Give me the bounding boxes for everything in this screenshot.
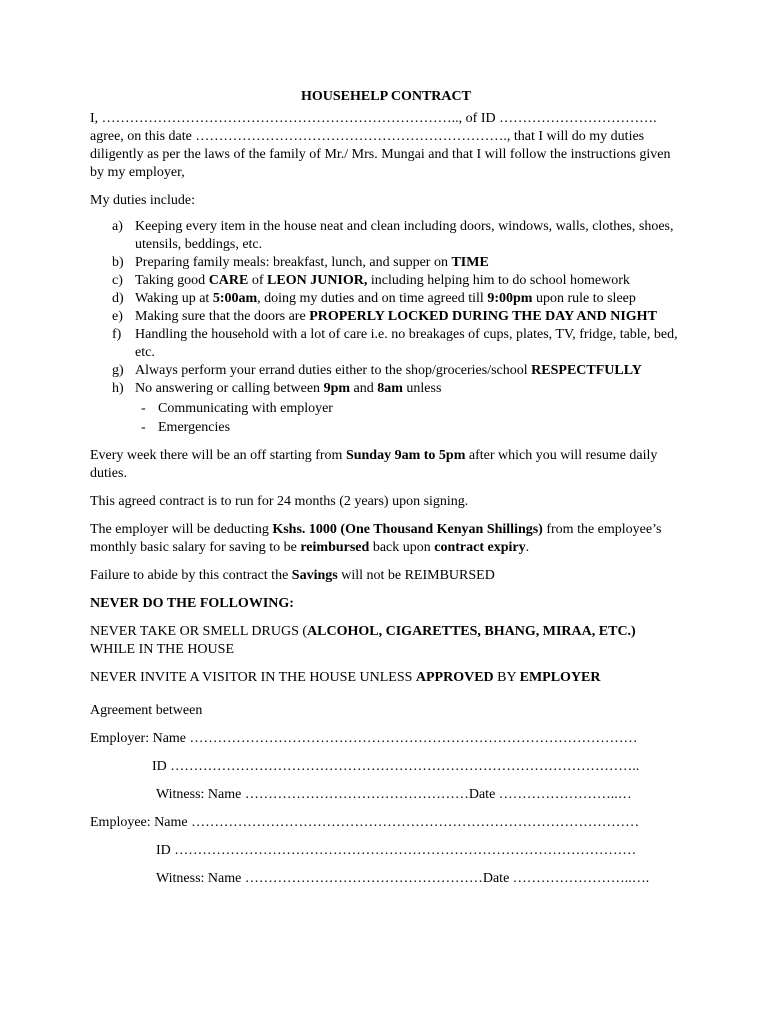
duty-item-g: g) Always perform your errand duties either to the shop/groceries/school RESPECTFULLY (112, 363, 642, 378)
employer-witness-line: Witness: Name …………………………………………Date ……………………..… (156, 787, 632, 802)
never-visitor-rule: NEVER INVITE A VISITOR IN THE HOUSE UNLESS APPROVED BY EMPLOYER (90, 670, 601, 685)
employer-id-line: ID ……………………………………………………………………………………….. (152, 759, 640, 774)
employer-name-line: Employer: Name …………………………………………………………………………………… (90, 731, 638, 746)
duty-item-b: b) Preparing family meals: breakfast, lunch, and supper on TIME (112, 255, 489, 270)
duties-list (90, 218, 682, 437)
off-day-paragraph: Every week there will be an off starting from Sunday 9am to 5pm after which you will resume daily duties. (90, 448, 658, 481)
employee-name-line: Employee: Name …………………………………………………………………………………… (90, 815, 640, 830)
employee-witness-line: Witness: Name ……………………………………………Date ……………………..…. (156, 871, 650, 886)
document-title: HOUSEHELP CONTRACT (301, 89, 471, 104)
duties-heading: My duties include: (90, 193, 195, 208)
never-heading: NEVER DO THE FOLLOWING: (90, 596, 294, 611)
duty-item-e: e) Making sure that the doors are PROPERLY LOCKED DURING THE DAY AND NIGHT (112, 309, 657, 324)
intro-paragraph: I, ………………………………………………………………….., of ID ……………………………. agree, on this date …………………………………………………………., that I will do my duties diligently as per the laws of the family of Mr./ Mrs. Mungai and that I will follow the instructions given by my employer, (90, 111, 671, 180)
duty-item-a: a) Keeping every item in the house neat and clean including doors, windows, walls, clothes, shoes, utensils, beddings, etc. (112, 219, 674, 252)
duty-item-f: f) Handling the household with a lot of care i.e. no breakages of cups, plates, TV, fridge, table, bed, etc. (112, 327, 678, 360)
savings-paragraph: The employer will be deducting Kshs. 1000 (One Thousand Kenyan Shillings) from the employee’s monthly basic salary for saving to be reimbursed back upon contract expiry. (90, 522, 662, 555)
employee-id-line: ID ……………………………………………………………………………………… (156, 843, 637, 858)
never-drugs-rule: NEVER TAKE OR SMELL DRUGS (ALCOHOL, CIGARETTES, BHANG, MIRAA, ETC.) WHILE IN THE HOUSE (90, 624, 636, 657)
duration-paragraph: This agreed contract is to run for 24 months (2 years) upon signing. (90, 494, 469, 509)
exception-item: - Communicating with employer (141, 401, 333, 416)
failure-paragraph: Failure to abide by this contract the Savings will not be REIMBURSED (90, 568, 495, 583)
duty-item-h: h) No answering or calling between 9pm and 8am unless - Communicating with employer - Emergencies (90, 380, 682, 437)
exception-item: - Emergencies (141, 420, 231, 435)
agreement-heading: Agreement between (90, 703, 203, 718)
duty-item-c: c) Taking good CARE of LEON JUNIOR, including helping him to do school homework (112, 273, 630, 288)
exception-list (135, 399, 682, 437)
duty-item-d: d) Waking up at 5:00am, doing my duties and on time agreed till 9:00pm upon rule to sleep (112, 291, 636, 306)
contract-document (90, 88, 682, 893)
